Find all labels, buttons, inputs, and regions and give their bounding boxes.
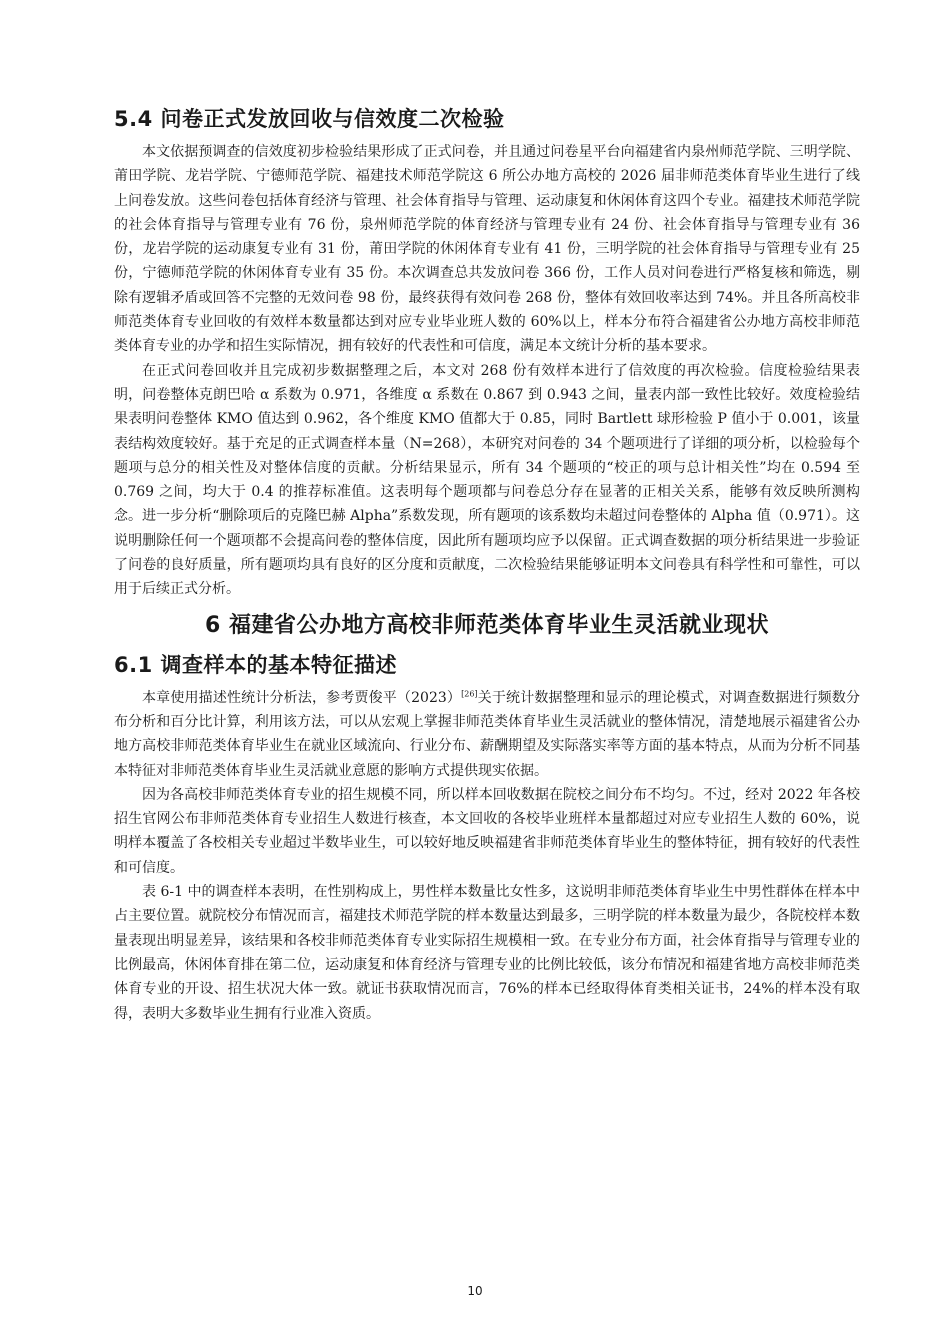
paragraph-5-4-2: 在正式问卷回收并且完成初步数据整理之后，本文对 268 份有效样本进行了信效度的再次检验。信度检验结果表明，问卷整体克朗巴哈 α 系数为 0.971，各维度 α 系数在 0.867 到 0.943 之间，量表内部一致性比较好。效度检验结果表明问卷整体 KMO 值达到 0.962，各个维度 KMO 值都大于 0.85，同时 Bartlett 球形检验 P 值小于 0.001，该量表结构效度较好。基于充足的正式调查样本量（N=268），本研究对问卷的 34 个题项进行了详细的项分析，以检验每个题项与总分的相关性及对整体信度的贡献。分析结果显示，所有 34 个题项的“校正的项与总计相关性”均在 0.594 至 0.769 之间，均大于 0.4 的推荐标准值。这表明每个题项都与问卷总分存在显著的正相关关系，能够有效反映所测构念。进一步分析“删除项后的克隆巴赫 Alpha”系数发现，所有题项的该系数均未超过问卷整体的 Alpha 值（0.971）。这说明删除任何一个题项都不会提高问卷的整体信度，因此所有题项均应予以保留。正式调查数据的项分析结果进一步验证了问卷的良好质量，所有题项均具有良好的区分度和贡献度，二次检验结果能够证明本文问卷具有科学性和可靠性，可以用于后续正式分析。 bbox=[114, 362, 860, 598]
citation-ref-26[interactable]: [26] bbox=[461, 688, 478, 698]
paragraph-6-1-1-lead: 本章使用描述性统计分析法，参考贾俊平（2023） bbox=[142, 689, 462, 706]
page-number: 10 bbox=[467, 1284, 483, 1298]
paragraph-6-1-3: 表 6-1 中的调查样本表明，在性别构成上，男性样本数量比女性多，这说明非师范类体育毕业生中男性群体在样本中占主要位置。就院校分布情况而言，福建技术师范学院的样本数量达到最多，三明学院的样本数量为最少，各院校样本数量表现出明显差异，该结果和各校非师范类体育专业实际招生规模相一致。在专业分布方面，社会体育指导与管理专业的比例最高，休闲体育排在第二位，运动康复和体育经济与管理专业的比例比较低，该分布情况和福建省地方高校非师范类体育专业的开设、招生状况大体一致。就证书获取情况而言，76%的样本已经取得体育类相关证书，24%的样本没有取得，表明大多数毕业生拥有行业准入资质。 bbox=[114, 884, 860, 1022]
paragraph-5-4-1: 本文依据预调查的信效度初步检验结果形成了正式问卷，并且通过问卷星平台向福建省内泉州师范学院、三明学院、莆田学院、龙岩学院、宁德师范学院、福建技术师范学院这 6 所公办地方高校的 2026 届非师范类体育毕业生进行了线上问卷发放。这些问卷包括体育经济与管理、社会体育指导与管理、运动康复和休闲体育这四个专业。福建技术师范学院的社会体育指导与管理专业有 76 份，泉州师范学院的体育经济与管理专业有 24 份、社会体育指导与管理专业有 36 份，龙岩学院的运动康复专业有 31 份，莆田学院的休闲体育专业有 41 份，三明学院的社会体育指导与管理专业有 25 份，宁德师范学院的休闲体育专业有 35 份。本次调查总共发放问卷 366 份，工作人员对问卷进行严格复核和筛选，剔除有逻辑矛盾或回答不完整的无效问卷 98 份，最终获得有效问卷 268 份，整体有效回收率达到 74%。并且各所高校非师范类体育专业回收的有效样本数量都达到对应专业毕业班人数的 60%以上，样本分布符合福建省公办地方高校非师范类体育专业的办学和招生实际情况，拥有较好的代表性和可信度，满足本文统计分析的基本要求。 bbox=[114, 144, 860, 355]
paragraph-6-1-2: 因为各高校非师范类体育专业的招生规模不同，所以样本回收数据在院校之间分布不均匀。不过，经对 2022 年各校招生官网公布非师范类体育专业招生人数进行核查，本文回收的各校毕业班样本量都超过对应专业招生人数的 60%，说明样本覆盖了各校相关专业超过半数毕业生，可以较好地反映福建省非师范类体育毕业生的整体特征，拥有较好的代表性和可信度。 bbox=[114, 786, 860, 876]
paragraph-6-1-1-rest: 关于统计数据整理和显示的理论模式，对调查数据进行频数分布分析和百分比计算，利用该方法，可以从宏观上掌握非师范类体育毕业生灵活就业的整体情况，清楚地展示福建省公办地方高校非师范类体育毕业生在就业区域流向、行业分布、薪酬期望及实际落实率等方面的基本特点，从而为分析不同基本特征对非师范类体育毕业生灵活就业意愿的影响方式提供现实依据。 bbox=[114, 689, 860, 779]
section-heading-6-1: 6.1 调查样本的基本特征描述 bbox=[114, 652, 398, 677]
paragraph-6-1-1 bbox=[114, 686, 860, 783]
section-heading-5-4: 5.4 问卷正式发放回收与信效度二次检验 bbox=[114, 107, 505, 131]
document-page bbox=[114, 96, 860, 1026]
chapter-heading-6: 6 福建省公办地方高校非师范类体育毕业生灵活就业现状 bbox=[205, 612, 769, 638]
